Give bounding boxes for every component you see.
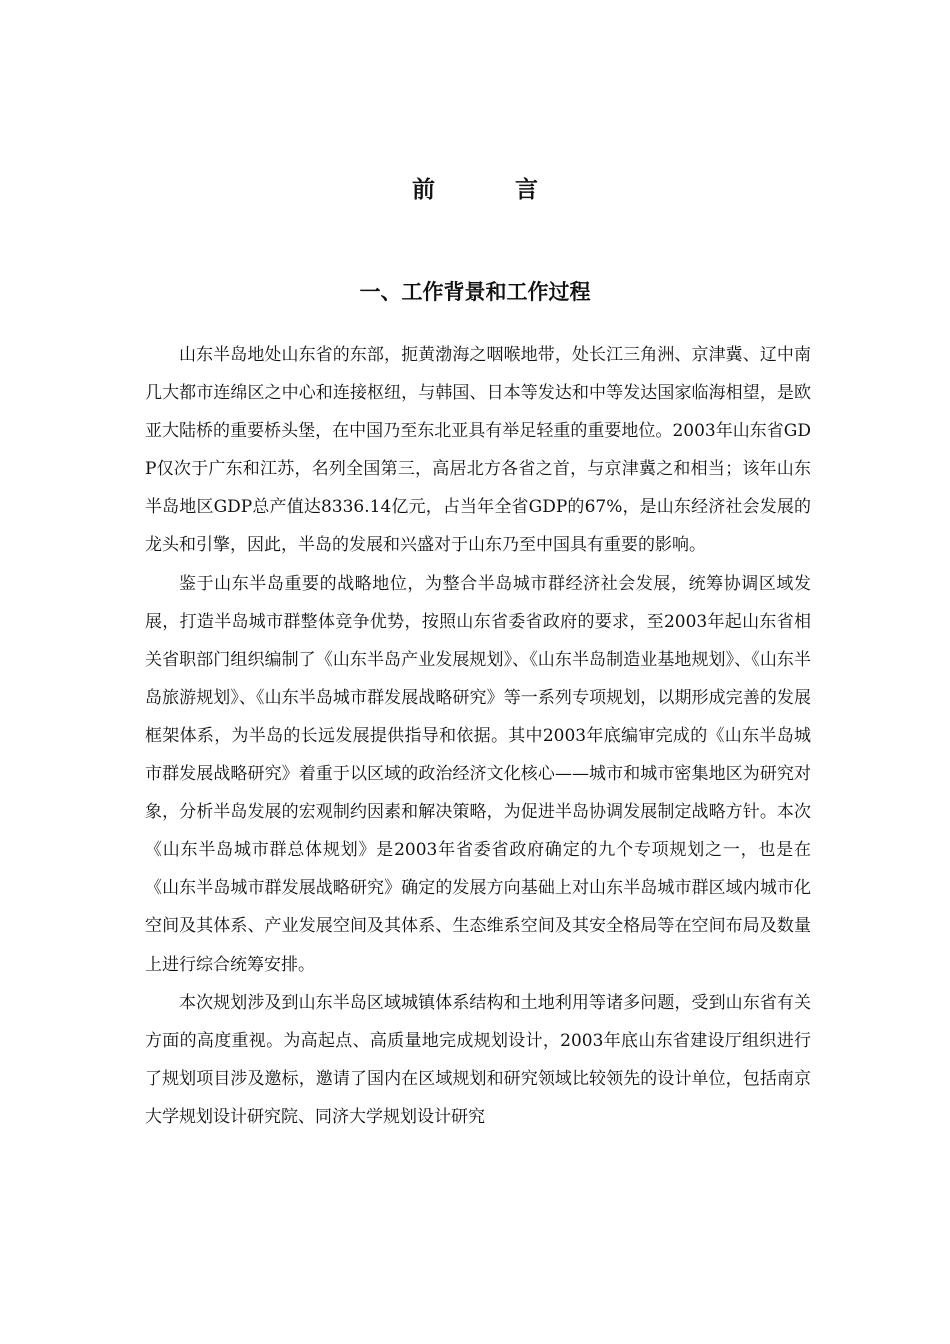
body-text bbox=[145, 336, 811, 1136]
page-title: 前 言 bbox=[411, 177, 574, 203]
paragraph-2: 鉴于山东半岛重要的战略地位，为整合半岛城市群经济社会发展，统筹协调区域发展，打造半岛城市群整体竞争优势，按照山东省委省政府的要求，至2003年起山东省相关省职部门组织编制了《山东半岛产业发展规划》、《山东半岛制造业基地规划》、《山东半岛旅游规划》、《山东半岛城市群发展战略研究》等一系列专项规划，以期形成完善的发展框架体系，为半岛的长远发展提供指导和依据。其中2003年底编审完成的《山东半岛城市群发展战略研究》着重于以区域的政治经济文化核心——城市和城市密集地区为研究对象，分析半岛发展的宏观制约因素和解决策略，为促进半岛协调发展制定战略方针。本次《山东半岛城市群总体规划》是2003年省委省政府确定的九个专项规划之一，也是在《山东半岛城市群发展战略研究》确定的发展方向基础上对山东半岛城市群区域内城市化空间及其体系、产业发展空间及其体系、生态维系空间及其安全格局等在空间布局及数量上进行综合统筹安排。 bbox=[145, 573, 811, 975]
paragraph-1: 山东半岛地处山东省的东部，扼黄渤海之咽喉地带，处长江三角洲、京津冀、辽中南几大都市连绵区之中心和连接枢纽，与韩国、日本等发达和中等发达国家临海相望，是欧亚大陆桥的重要桥头堡，在中国乃至东北亚具有举足轻重的重要地位。2003年山东省GDP仅次于广东和江苏，名列全国第三，高居北方各省之首，与京津冀之和相当；该年山东半岛地区GDP总产值达8336.14亿元，占当年全省GDP的67%，是山东经济社会发展的龙头和引擎，因此，半岛的发展和兴盛对于山东乃至中国具有重要的影响。 bbox=[145, 345, 811, 556]
paragraph-3: 本次规划涉及到山东半岛区域城镇体系结构和土地利用等诸多问题，受到山东省有关方面的高度重视。为高起点、高质量地完成规划设计，2003年底山东省建设厅组织进行了规划项目涉及邀标，邀请了国内在区域规划和研究领域比较领先的设计单位，包括南京大学规划设计研究院、同济大学规划设计研究 bbox=[145, 992, 811, 1127]
section-heading: 一、工作背景和工作过程 bbox=[359, 280, 591, 304]
